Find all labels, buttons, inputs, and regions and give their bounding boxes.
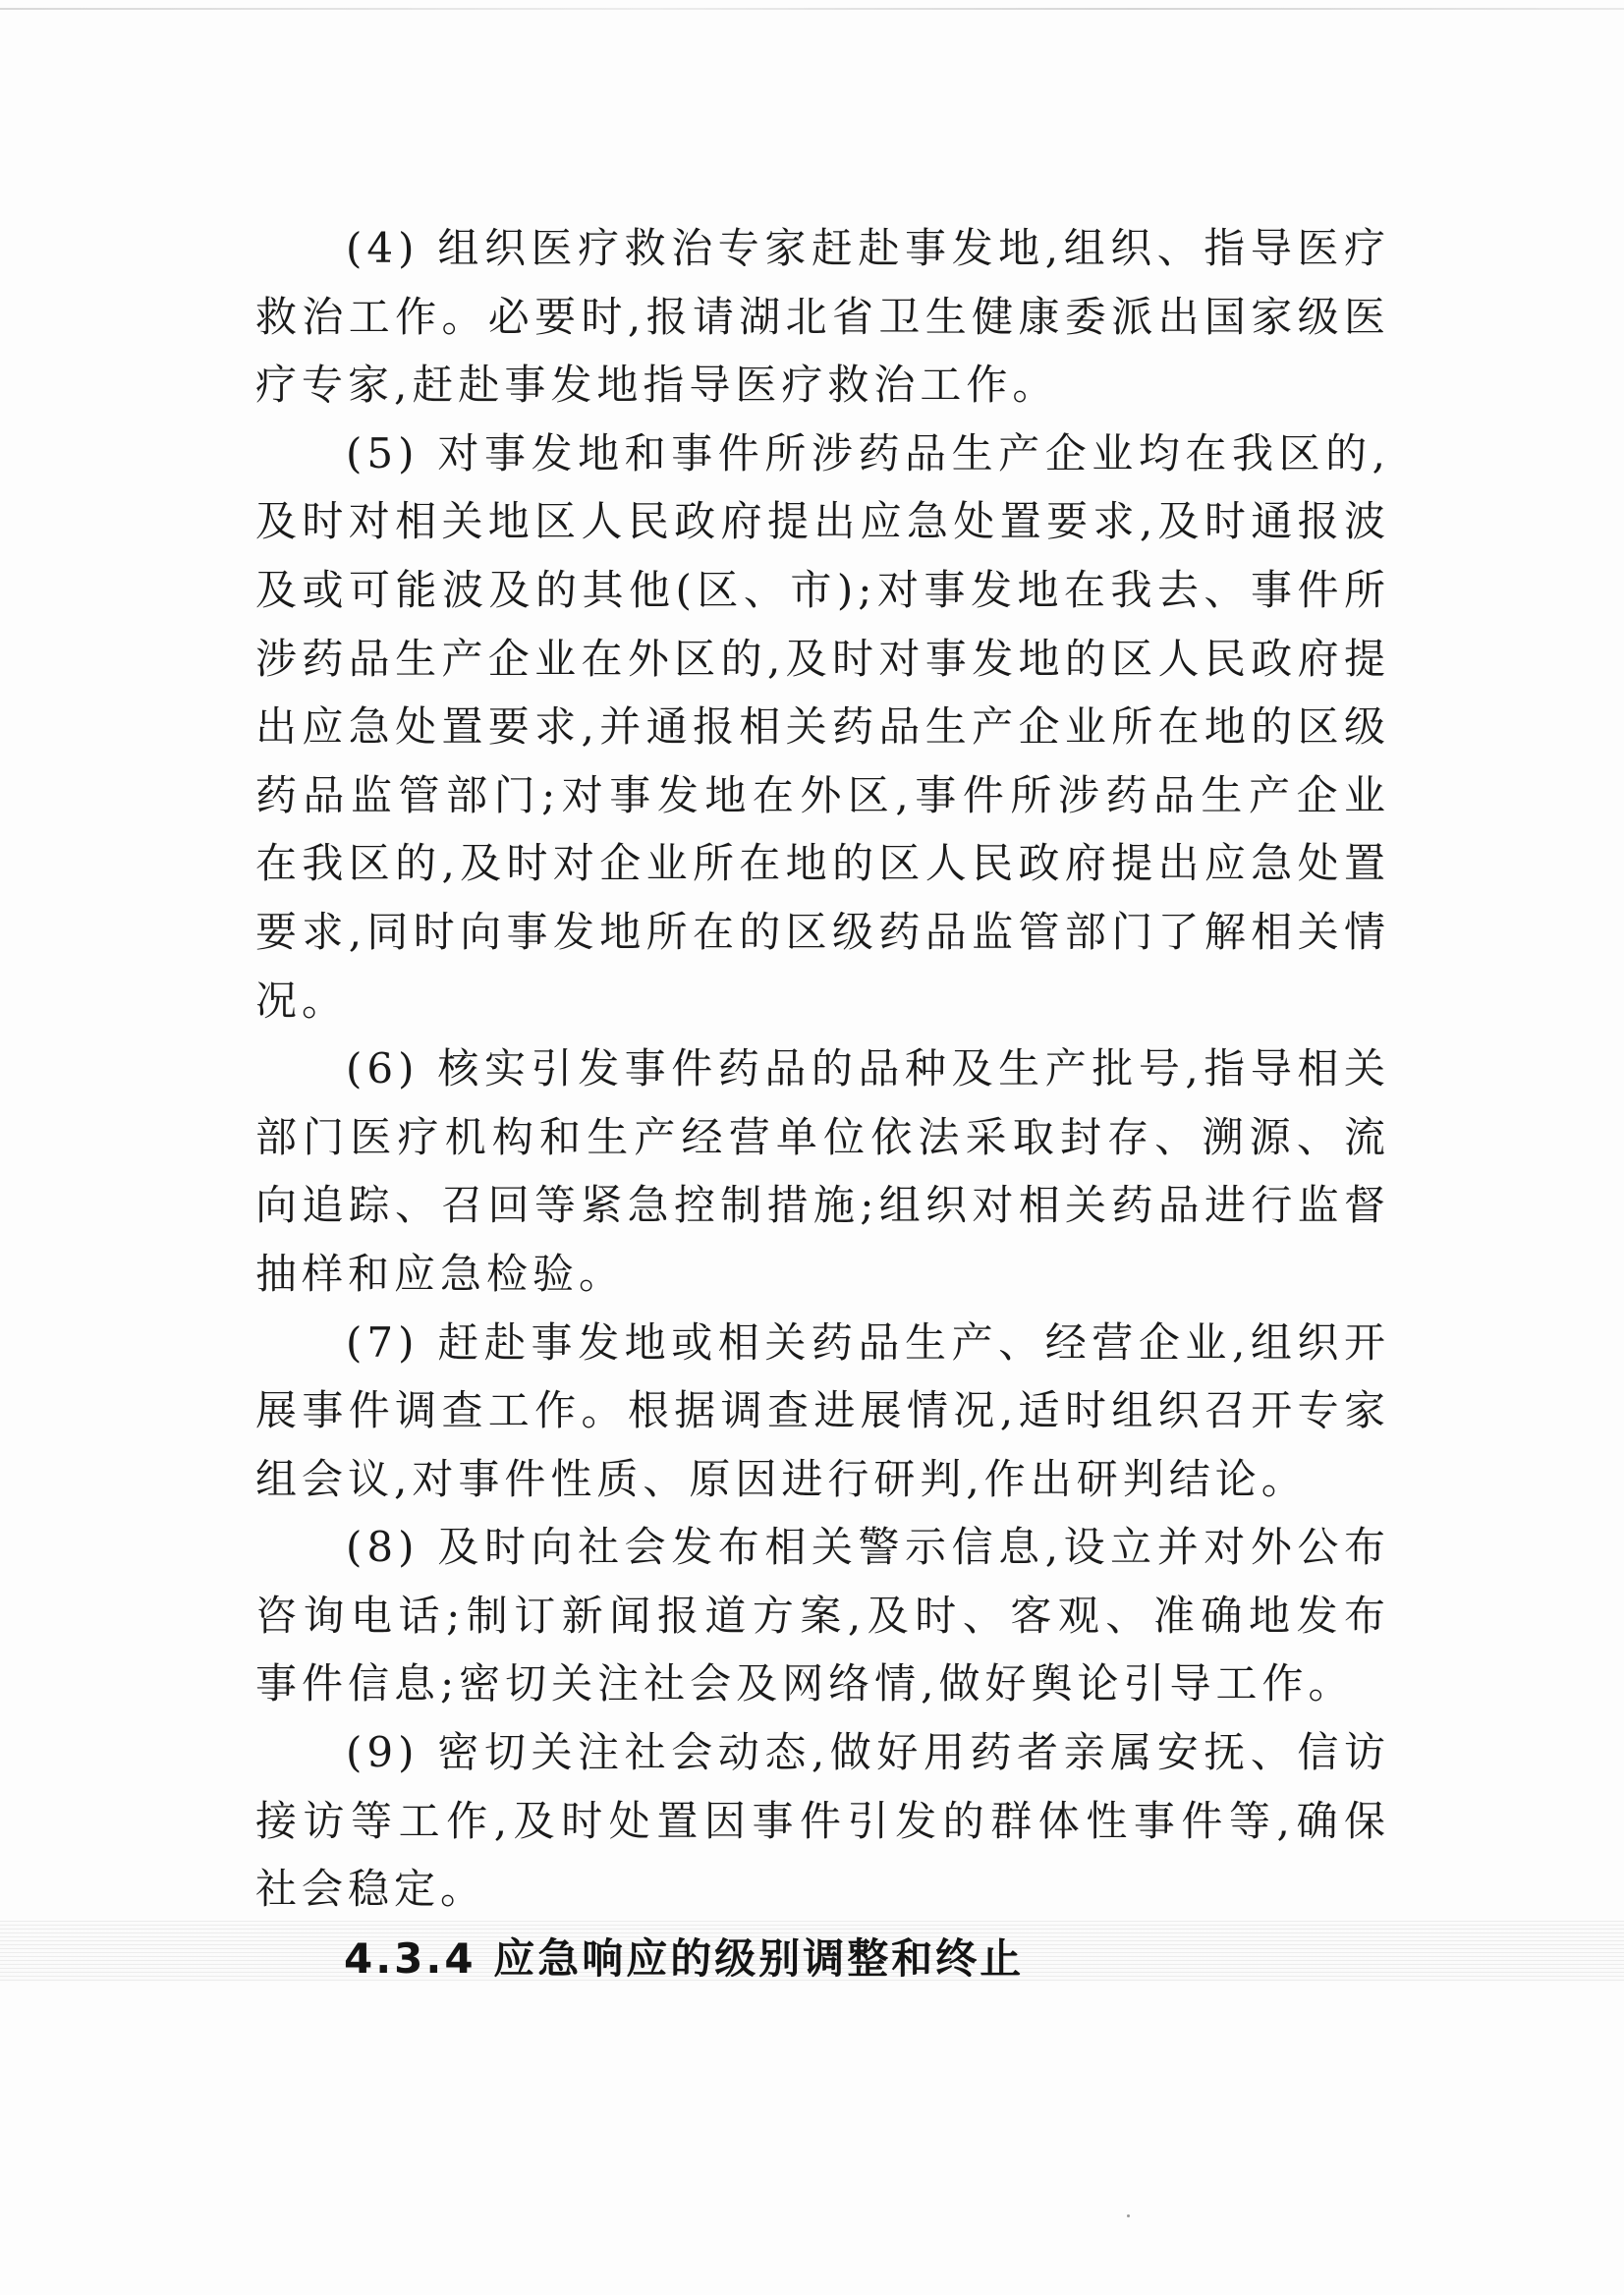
scan-speck xyxy=(1127,2214,1130,2217)
paragraph-item-7: (7) 赶赴事发地或相关药品生产、经营企业,组织开展事件调查工作。根据调查进展情况,适时组织召开专家组会议,对事件性质、原因进行研判,作出研判结论。 xyxy=(255,1317,1390,1503)
section-heading: 4.3.4 应急响应的级别调整和终止 xyxy=(344,1934,1025,1983)
document-body xyxy=(255,214,1390,1924)
scan-edge-line xyxy=(0,8,1624,10)
paragraph-item-6: (6) 核实引发事件药品的品种及生产批号,指导相关部门医疗机构和生产经营单位依法采取封存、溯源、流向追踪、召回等紧急控制措施;组织对相关药品进行监督抽样和应急检验。 xyxy=(255,1044,1390,1298)
paragraph-item-4: (4) 组织医疗救治专家赶赴事发地,组织、指导医疗救治工作。必要时,报请湖北省卫生健康委派出国家级医疗专家,赶赴事发地指导医疗救治工作。 xyxy=(255,224,1390,410)
paragraph-item-9: (9) 密切关注社会动态,做好用药者亲属安抚、信访接访等工作,及时处置因事件引发的群体性事件等,确保社会稳定。 xyxy=(255,1728,1390,1914)
paragraph-item-5: (5) 对事发地和事件所涉药品生产企业均在我区的,及时对相关地区人民政府提出应急处置要求,及时通报波及或可能波及的其他(区、市);对事发地在我去、事件所涉药品生产企业在外区的,及时对事发地的区人民政府提出应急处置要求,并通报相关药品生产企业所在地的区级药品监管部门;对事发地在外区,事件所涉药品生产企业在我区的,及时对企业所在地的区人民政府提出应急处置要求,同时向事发地所在的区级药品监管部门了解相关情况。 xyxy=(255,428,1390,1025)
paragraph-item-8: (8) 及时向社会发布相关警示信息,设立并对外公布咨询电话;制订新闻报道方案,及时、客观、准确地发布事件信息;密切关注社会及网络情,做好舆论引导工作。 xyxy=(255,1523,1390,1708)
